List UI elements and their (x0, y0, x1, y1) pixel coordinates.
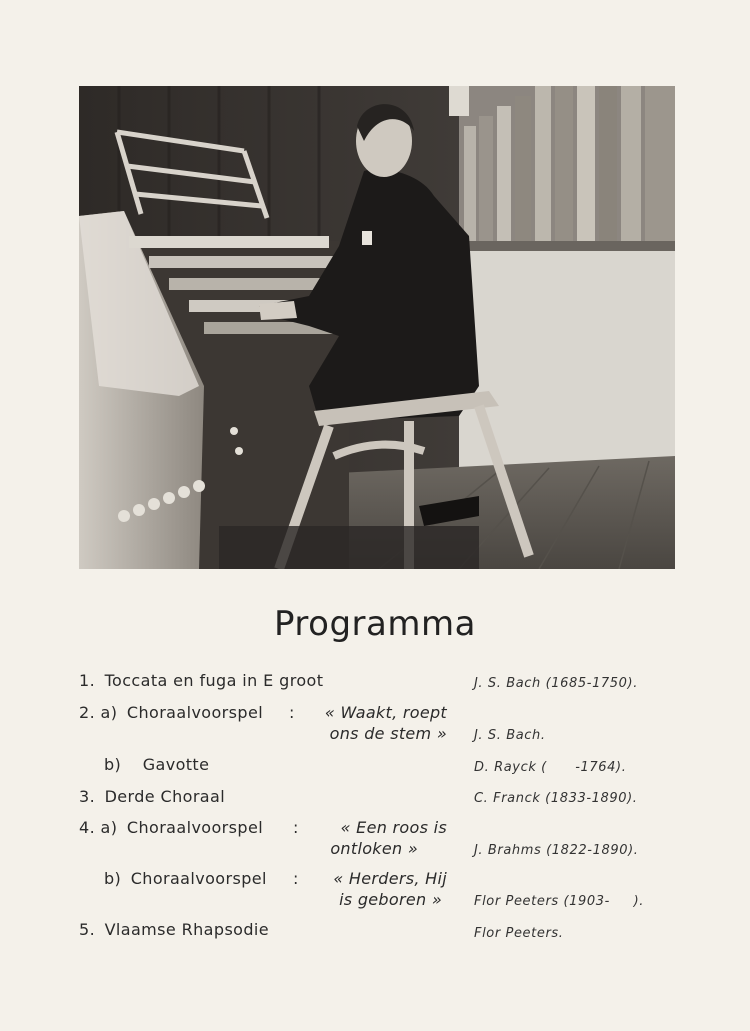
quote-line-2: ons de stem » (329, 724, 447, 743)
page-title: Programma (274, 604, 476, 644)
item-number: b) (104, 869, 122, 888)
item-title: Choraalvoorspel (126, 703, 264, 722)
item-title: Derde Choraal (104, 787, 226, 806)
item-title: Toccata en fuga in E groot (104, 671, 324, 690)
item-number: 5. (79, 920, 96, 939)
item-title: Vlaamse Rhapsodie (104, 920, 270, 939)
item-number: 2. a) (79, 703, 118, 722)
quote-line-2: ontloken » (330, 839, 418, 858)
item-title: Gavotte (142, 755, 210, 774)
program-item-4b (104, 869, 267, 888)
item-title: Choraalvoorspel (130, 869, 267, 888)
composer-4b: Flor Peeters (1903- ). (474, 894, 645, 909)
program-item-2b (104, 755, 209, 774)
composer-3: C. Franck (1833-1890). (474, 791, 638, 806)
composer-4a: J. Brahms (1822-1890). (474, 843, 639, 858)
item-number: 3. (79, 787, 96, 806)
quote-line-2: is geboren » (339, 890, 442, 909)
program-item-3 (79, 787, 225, 806)
quote-line-1: « Herders, Hij (333, 869, 447, 888)
item-number: 1. (79, 671, 96, 690)
item-number: b) (104, 755, 122, 774)
quote-line-1: « Een roos is (340, 818, 447, 837)
composer-2b: D. Rayck ( -1764). (474, 760, 627, 775)
item-colon: : (289, 703, 295, 722)
program-item-5 (79, 920, 269, 939)
quote-line-1: « Waakt, roept (324, 703, 447, 722)
composer-5: Flor Peeters. (474, 926, 564, 941)
item-title: Choraalvoorspel (126, 818, 264, 837)
item-colon: : (293, 869, 299, 888)
item-colon: : (293, 818, 299, 837)
program-item-1 (79, 671, 323, 690)
item-number: 4. a) (79, 818, 118, 837)
composer-1: J. S. Bach (1685-1750). (474, 676, 638, 691)
program-item-4a (79, 818, 263, 837)
composer-2a: J. S. Bach. (474, 728, 546, 743)
program-item-2a (79, 703, 263, 722)
